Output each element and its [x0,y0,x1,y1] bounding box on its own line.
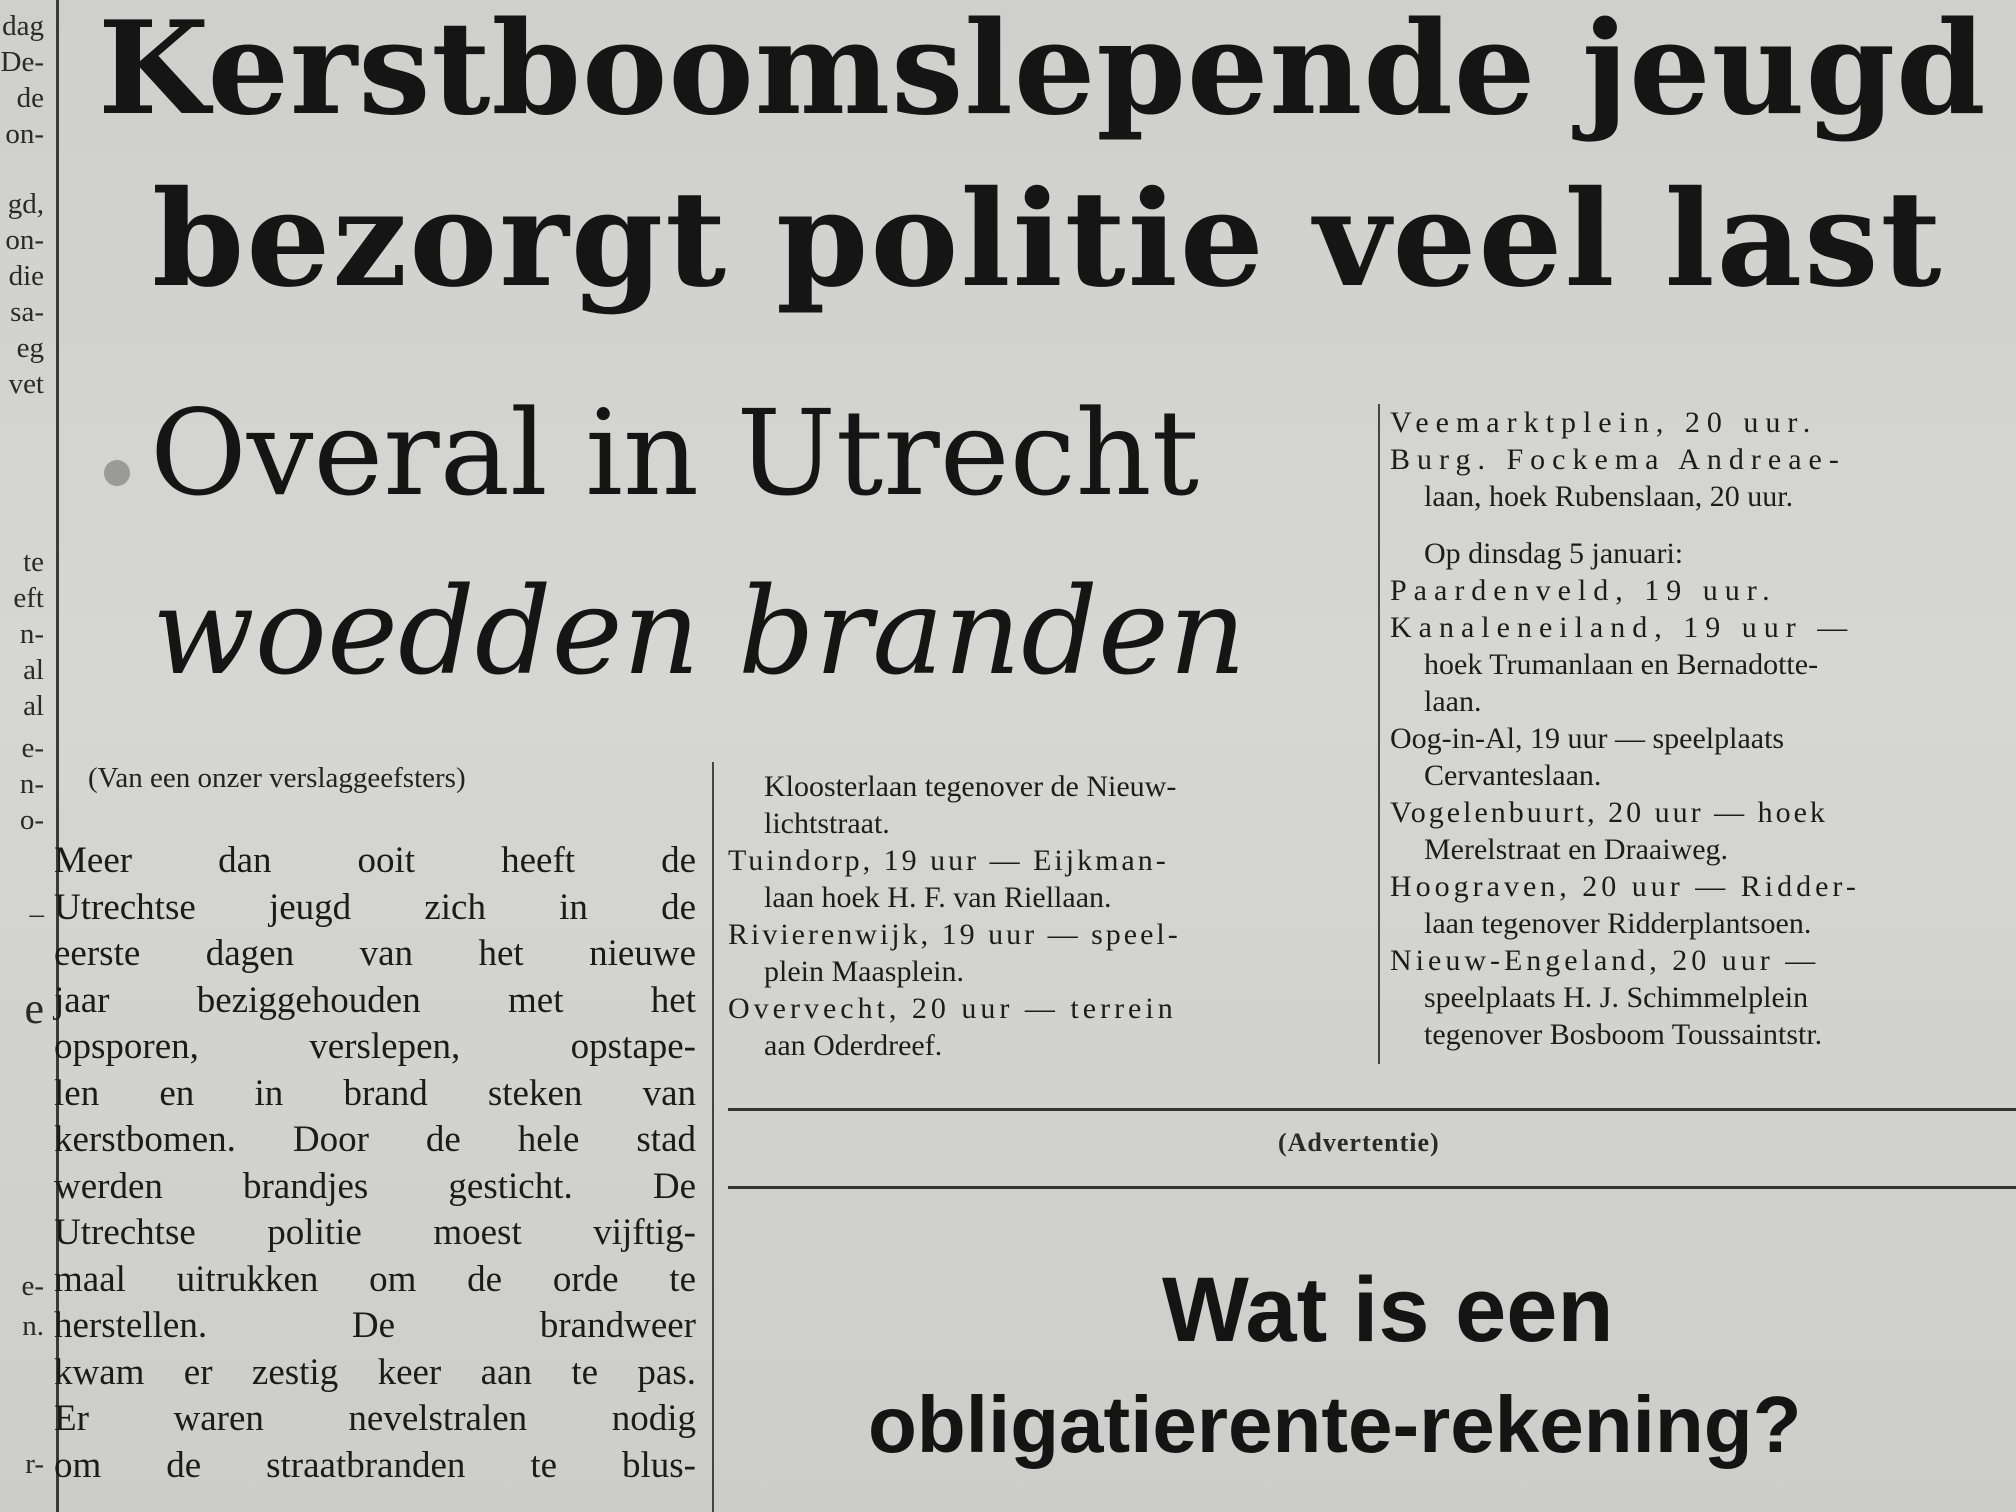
list-text: Nieuw-Engeland, 20 uur — [1390,944,1820,977]
article-body [54,838,696,1489]
horizontal-rule [728,1108,2016,1111]
list-line [1390,478,2010,515]
list-text: hoek Trumanlaan en Bernadotte- [1424,648,1819,681]
left-fragment: al [23,690,44,722]
middle-column-list [728,768,1368,1064]
article-line: eerste dagen van het nieuwe [54,933,696,974]
left-fragment: r- [25,1448,44,1480]
left-fragment: eg [16,332,44,364]
headline-line-1: Kerstboomslepende jeugd [98,0,1987,144]
left-fragment: n- [19,768,44,800]
list-line: Rivierenwijk, 19 uur — speel- [728,918,1181,951]
advertisement-label: (Advertentie) [1278,1128,1440,1157]
left-fragment: te [23,546,44,578]
article-line: Er waren nevelstralen nodig [54,1398,696,1439]
left-fragment: de [16,82,44,114]
headline-line-2: bezorgt politie veel last [152,162,1944,317]
list-line [1390,441,2010,478]
list-text: tegenover Bosboom Toussaintstr. [1424,1018,1823,1051]
article-line: jaar beziggehouden met het [54,979,696,1021]
list-line: plein Maasplein. [764,955,964,988]
list-text: Paardenveld, 19 uur. [1390,574,1777,607]
list-line [1390,1016,2010,1053]
article-line: Utrechtse politie moest vijftig- [54,1212,696,1253]
list-text: laan tegenover Ridderplantsoen. [1424,907,1812,940]
list-line [1390,942,2010,979]
list-line [1390,979,2010,1016]
list-line [1390,609,2010,646]
list-text: Hoograven, 20 uur — Ridder- [1390,870,1860,903]
list-line: Tuindorp, 19 uur — Eijkman- [728,844,1169,877]
list-text: Burg. Fockema Andreae- [1390,443,1846,476]
list-line: aan Oderdreef. [764,1029,943,1062]
left-fragment: n. [22,1310,44,1342]
list-line [1390,831,2010,868]
left-fragment: die [8,260,44,292]
bullet-dot [104,460,130,486]
article-line: werden brandjes gesticht. De [54,1165,696,1207]
left-fragment: al [23,654,44,686]
list-line [1390,683,2010,720]
advertisement-title-line-1: Wat is een [1162,1259,1614,1361]
horizontal-rule [728,1186,2016,1189]
article-line: om de straatbranden te blus- [54,1444,696,1486]
left-fragment: De- [0,46,44,78]
list-text: Veemarktplein, 20 uur. [1390,406,1818,439]
article-line: len en in brand steken van [54,1072,696,1114]
cropped-left-column [0,0,52,1512]
spacer [1390,515,2010,535]
left-fragment: vet [8,368,44,400]
left-fragment: sa- [10,296,44,328]
list-line [1390,646,2010,683]
subheadline-line-2: woedden branden [152,563,1247,702]
left-fragment: e- [21,1270,44,1302]
list-line: laan hoek H. F. van Riellaan. [764,881,1112,914]
article-line: Meer dan ooit heeft de [54,840,696,881]
list-line [1390,572,2010,609]
list-text: speelplaats H. J. Schimmelplein [1424,981,1809,1014]
article-line: herstellen. De brandweer [54,1305,696,1346]
left-fragment: e [24,984,44,1033]
left-fragment: on- [5,118,44,150]
column-rule [1378,404,1380,1064]
list-text: Merelstraat en Draaiweg. [1424,833,1729,866]
left-fragment: e- [21,732,44,764]
left-fragment: – [29,898,44,930]
list-line: Kloosterlaan tegenover de Nieuw- [764,770,1177,803]
list-line [1390,868,2010,905]
list-line [1390,535,2010,572]
left-fragment: on- [5,224,44,256]
article-line: Utrechtse jeugd zich in de [54,886,696,928]
right-column-list [1390,404,2010,1053]
left-fragment: dag [2,10,44,42]
subheadline-line-1: Overal in Utrecht [150,384,1200,522]
list-line [1390,905,2010,942]
left-fragment: o- [19,804,44,836]
column-rule [712,762,714,1512]
list-text: Op dinsdag 5 januari: [1424,537,1684,570]
article-line: opsporen, verslepen, opstape- [54,1026,696,1067]
byline: (Van een onzer verslaggeefsters) [88,762,466,794]
list-line [1390,794,2010,831]
article-line: maal uitrukken om de orde te [54,1258,696,1300]
list-line [1390,757,2010,794]
list-line [1390,404,2010,441]
list-line: lichtstraat. [764,807,890,840]
advertisement-title-line-2: obligatierente-rekening? [868,1380,1802,1469]
list-line: Overvecht, 20 uur — terrein [728,992,1177,1025]
list-text: Cervanteslaan. [1424,759,1602,792]
left-fragment: gd, [7,188,44,220]
list-text: laan. [1424,685,1482,718]
list-text: Oog-in-Al, 19 uur — speelplaats [1390,722,1785,755]
list-text: Vogelenbuurt, 20 uur — hoek [1390,796,1828,829]
article-line: kwam er zestig keer aan te pas. [54,1351,696,1393]
list-line [1390,720,2010,757]
article-line: kerstbomen. Door de hele stad [54,1119,696,1160]
left-fragment: eft [13,582,44,614]
list-text: laan, hoek Rubenslaan, 20 uur. [1424,480,1794,513]
left-fragment: n- [19,618,44,650]
list-text: Kanaleneiland, 19 uur — [1390,611,1855,644]
